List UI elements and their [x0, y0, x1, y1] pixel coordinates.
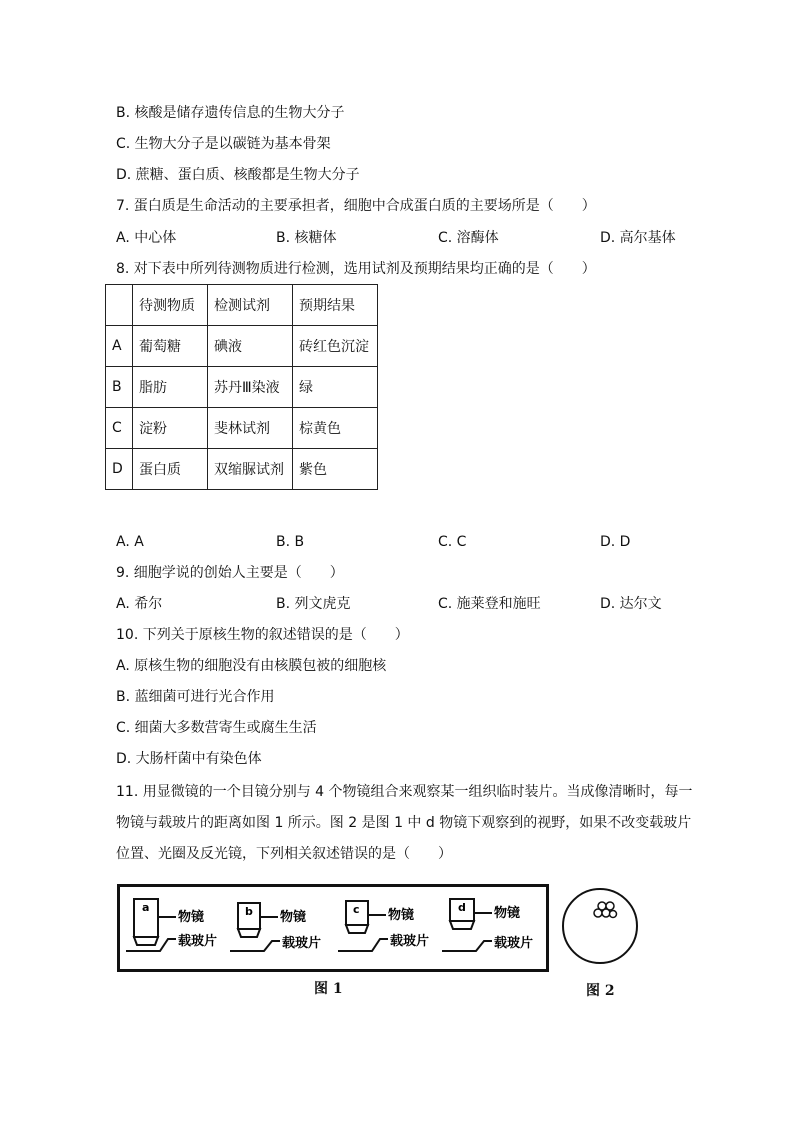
option-d-line: D. 蔗糖、蛋白质、核酸都是生物大分子: [116, 167, 360, 183]
question-8-option-d: D. D: [600, 534, 631, 550]
table-cell: 碘液: [208, 326, 293, 367]
table-header-cell: 待测物质: [133, 285, 208, 326]
question-8-option-c: C. C: [438, 534, 467, 550]
objective-b-icon: [230, 903, 321, 951]
figure-2-field-of-view: [560, 886, 640, 966]
question-8-stem: 8. 对下表中所列待测物质进行检测，选用试剂及预期结果均正确的是（ ）: [116, 261, 596, 277]
question-7-stem: 7. 蛋白质是生命活动的主要承担者，细胞中合成蛋白质的主要场所是（ ）: [116, 198, 596, 214]
question-10-option-b: B. 蓝细菌可进行光合作用: [116, 689, 275, 705]
question-11-line-1: 11. 用显微镜的一个目镜分别与 4 个物镜组合来观察某一组织临时装片。当成像清晰时，每一: [116, 784, 693, 800]
table-row: [106, 449, 378, 490]
question-7-option-c: C. 溶酶体: [438, 230, 499, 246]
option-c-line: C. 生物大分子是以碳链为基本骨架: [116, 136, 331, 152]
slide-label-a: 载玻片: [178, 934, 218, 949]
slide-label-c: 载玻片: [390, 934, 430, 949]
lens-letter-a: a: [142, 901, 150, 914]
table-row: [106, 408, 378, 449]
figure-1-drawing: [120, 887, 546, 969]
question-10-option-c: C. 细菌大多数营寄生或腐生生活: [116, 720, 317, 736]
question-10-option-d: D. 大肠杆菌中有染色体: [116, 751, 262, 767]
objective-a-icon: [126, 899, 217, 951]
objective-d-icon: [442, 899, 533, 951]
question-9-stem: 9. 细胞学说的创始人主要是（ ）: [116, 565, 344, 581]
question-10-option-a: A. 原核生物的细胞没有由核膜包被的细胞核: [116, 658, 387, 674]
table-cell: 蛋白质: [133, 449, 208, 490]
table-cell: 脂肪: [133, 367, 208, 408]
table-cell: 葡萄糖: [133, 326, 208, 367]
table-cell: 绿: [293, 367, 378, 408]
figure-1-label: 图 1: [314, 981, 343, 997]
question-9-option-c: C. 施莱登和施旺: [438, 596, 541, 612]
slide-label-b: 载玻片: [282, 936, 322, 951]
table-cell: 淀粉: [133, 408, 208, 449]
lens-letter-c: c: [353, 903, 360, 916]
objective-label-d: 物镜: [494, 906, 521, 921]
objective-label-b: 物镜: [280, 910, 307, 925]
table-cell: B: [106, 367, 133, 408]
objective-label-c: 物镜: [388, 908, 415, 923]
table-cell: [106, 285, 133, 326]
question-8-option-a: A. A: [116, 534, 144, 550]
table-cell: D: [106, 449, 133, 490]
table-cell: C: [106, 408, 133, 449]
table-header-row: [106, 285, 378, 326]
table-cell: A: [106, 326, 133, 367]
question-9-option-a: A. 希尔: [116, 596, 163, 612]
question-10-stem: 10. 下列关于原核生物的叙述错误的是（ ）: [116, 627, 409, 643]
objective-label-a: 物镜: [178, 910, 205, 925]
table-cell: 砖红色沉淀: [293, 326, 378, 367]
question-8-option-b: B. B: [276, 534, 305, 550]
question-8-table: [105, 284, 378, 490]
table-cell: 双缩脲试剂: [208, 449, 293, 490]
objective-c-icon: [338, 901, 429, 951]
table-cell: 紫色: [293, 449, 378, 490]
question-7-option-d: D. 高尔基体: [600, 230, 676, 246]
question-9-option-d: D. 达尔文: [600, 596, 662, 612]
figure-2-label: 图 2: [586, 983, 615, 999]
question-7-option-a: A. 中心体: [116, 230, 177, 246]
table-header-cell: 预期结果: [293, 285, 378, 326]
option-b-line: B. 核酸是储存遗传信息的生物大分子: [116, 105, 345, 121]
lens-letter-b: b: [245, 905, 253, 918]
table-row: [106, 367, 378, 408]
question-7-option-b: B. 核糖体: [276, 230, 337, 246]
table-cell: 斐林试剂: [208, 408, 293, 449]
slide-label-d: 载玻片: [494, 936, 534, 951]
table-cell: 苏丹Ⅲ染液: [208, 367, 293, 408]
lens-letter-d: d: [458, 901, 466, 914]
table-cell: 棕黄色: [293, 408, 378, 449]
table-row: [106, 326, 378, 367]
figure-1-frame: [117, 884, 549, 972]
question-11-line-2: 物镜与载玻片的距离如图 1 所示。图 2 是图 1 中 d 物镜下观察到的视野，如果不改变载玻片: [116, 815, 692, 831]
question-11-line-3: 位置、光圈及反光镜，下列相关叙述错误的是（ ）: [116, 846, 452, 862]
table-header-cell: 检测试剂: [208, 285, 293, 326]
question-9-option-b: B. 列文虎克: [276, 596, 351, 612]
